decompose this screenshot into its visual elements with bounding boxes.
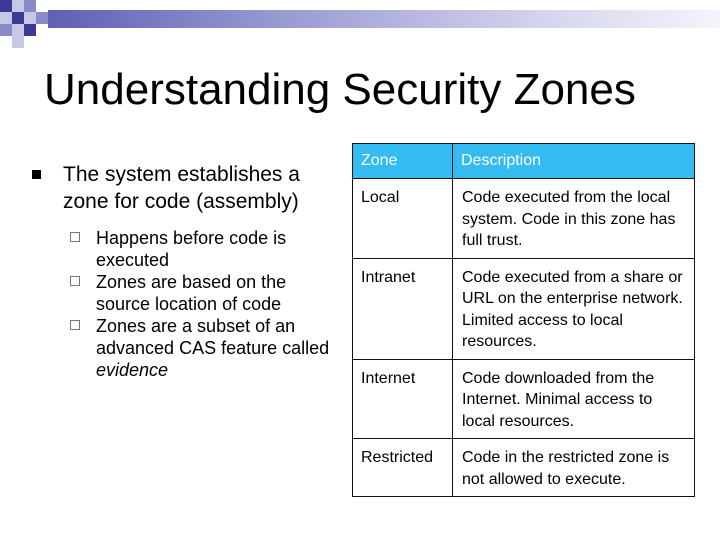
deco-square [24,0,36,12]
deco-square [12,36,24,48]
deco-square [0,24,12,36]
sub-bullet-text: Happens before code is executed [96,228,287,270]
main-bullet [30,161,345,215]
deco-square [36,12,48,24]
zone-cell: Intranet [353,258,453,359]
description-cell: Code executed from the local system. Code in this zone has full trust. [453,179,695,259]
table-row [353,258,695,359]
checkbox-bullet-icon [70,320,80,330]
sub-bullet-text: Zones are based on the source location of code [96,272,287,314]
column-header-description: Description [453,144,695,179]
slide-title: Understanding Security Zones [44,65,636,114]
zones-table [352,143,695,497]
description-cell: Code in the restricted zone is not allowed to execute. [453,439,695,497]
deco-square [12,12,24,24]
main-bullet-text: The system establishes a zone for code (assembly) [63,163,300,213]
deco-square [24,24,36,36]
sub-bullet [63,227,345,271]
sub-bullet-text: Zones are a subset of an advanced CAS feature called [96,316,330,358]
checkbox-bullet-icon [70,276,80,286]
square-bullet-icon [32,170,41,179]
table-row [353,179,695,259]
deco-square [0,0,12,12]
zone-cell: Restricted [353,439,453,497]
header-gradient-bar [48,10,720,28]
table-row [353,439,695,497]
table-row [353,359,695,439]
table-header-row [353,144,695,179]
emphasis-text: evidence [96,360,169,380]
zone-cell: Internet [353,359,453,439]
description-cell: Code executed from a share or URL on the enterprise network. Limited access to local resources. [453,258,695,359]
zone-cell: Local [353,179,453,259]
description-cell: Code downloaded from the Internet. Minimal access to local resources. [453,359,695,439]
sub-bullet-list [63,227,345,381]
deco-square [12,24,24,36]
bullet-list [30,160,345,381]
deco-square [12,0,24,12]
deco-square [24,12,36,24]
sub-bullet [63,271,345,315]
checkbox-bullet-icon [70,232,80,242]
deco-square [0,12,12,24]
sub-bullet [63,315,345,381]
header-decoration [0,0,720,48]
column-header-zone: Zone [353,144,453,179]
